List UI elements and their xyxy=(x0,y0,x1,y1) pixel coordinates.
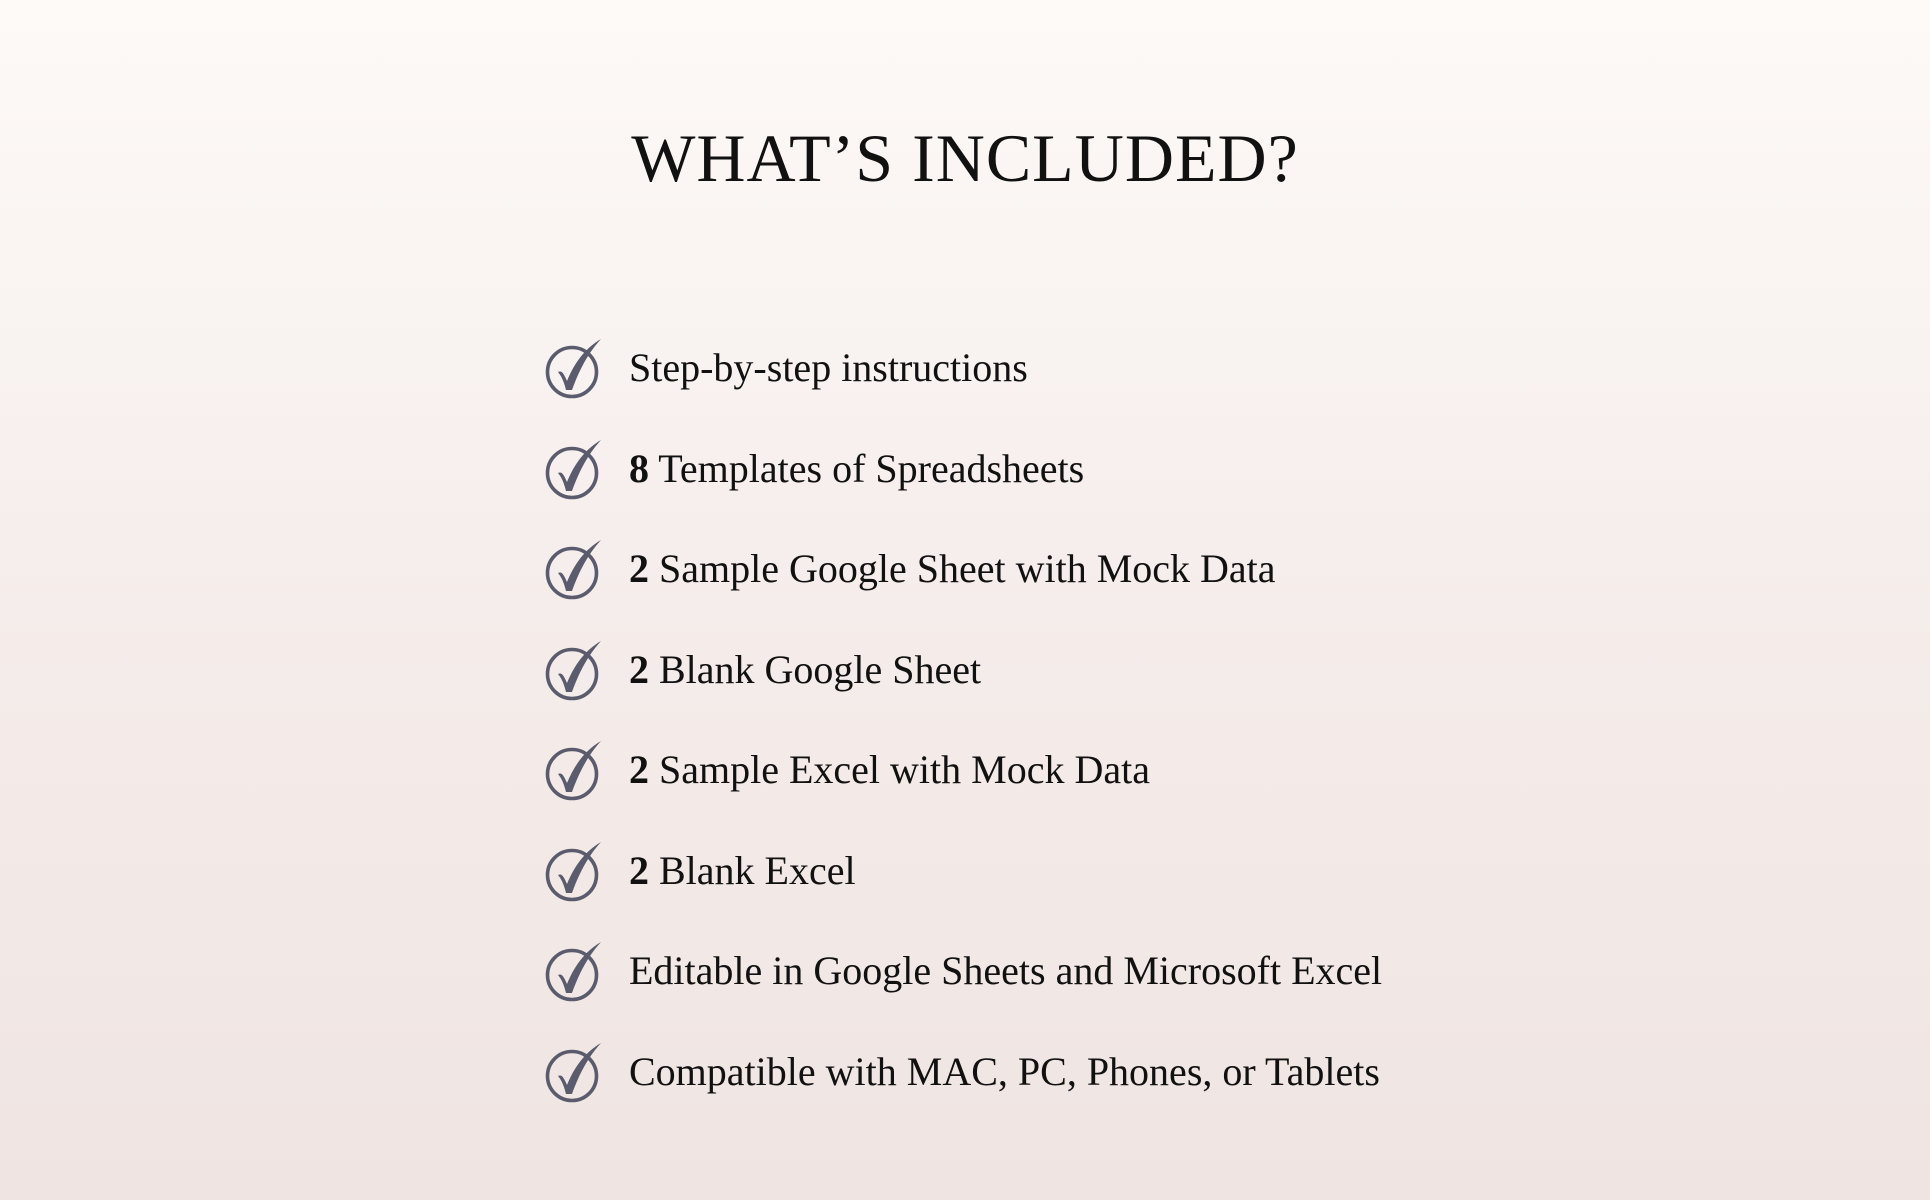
item-label: Templates of Spreadsheets xyxy=(649,445,1085,491)
item-text xyxy=(629,947,1382,995)
item-text xyxy=(629,1048,1380,1096)
item-number: 8 xyxy=(629,445,649,491)
page-title: WHAT’S INCLUDED? xyxy=(631,120,1299,196)
check-circle-icon xyxy=(545,438,607,500)
check-circle-icon xyxy=(545,739,607,801)
item-label: Editable in Google Sheets and Microsoft Excel xyxy=(629,948,1383,994)
item-text xyxy=(629,847,856,895)
item-text xyxy=(629,545,1276,593)
check-circle-icon xyxy=(545,940,607,1002)
item-text xyxy=(629,646,981,694)
check-circle-icon xyxy=(545,538,607,600)
item-text xyxy=(629,445,1084,493)
list-item xyxy=(545,419,1382,520)
item-label: Sample Google Sheet with Mock Data xyxy=(649,546,1276,592)
list-item xyxy=(545,1022,1382,1123)
check-circle-icon xyxy=(545,639,607,701)
list-item xyxy=(545,921,1382,1022)
included-list xyxy=(545,318,1382,1122)
item-number: 2 xyxy=(629,747,649,793)
check-circle-icon xyxy=(545,337,607,399)
list-item xyxy=(545,519,1382,620)
check-circle-icon xyxy=(545,840,607,902)
item-label: Step-by-step instructions xyxy=(629,345,1028,391)
item-number: 2 xyxy=(629,847,649,893)
item-number: 2 xyxy=(629,646,649,692)
list-item xyxy=(545,720,1382,821)
item-number: 2 xyxy=(629,546,649,592)
list-item xyxy=(545,620,1382,721)
item-text xyxy=(629,344,1028,392)
list-item xyxy=(545,821,1382,922)
item-label: Compatible with MAC, PC, Phones, or Tablets xyxy=(629,1048,1380,1094)
item-label: Blank Google Sheet xyxy=(649,646,982,692)
check-circle-icon xyxy=(545,1041,607,1103)
list-item xyxy=(545,318,1382,419)
item-text xyxy=(629,746,1150,794)
item-label: Sample Excel with Mock Data xyxy=(649,747,1150,793)
item-label: Blank Excel xyxy=(649,847,856,893)
